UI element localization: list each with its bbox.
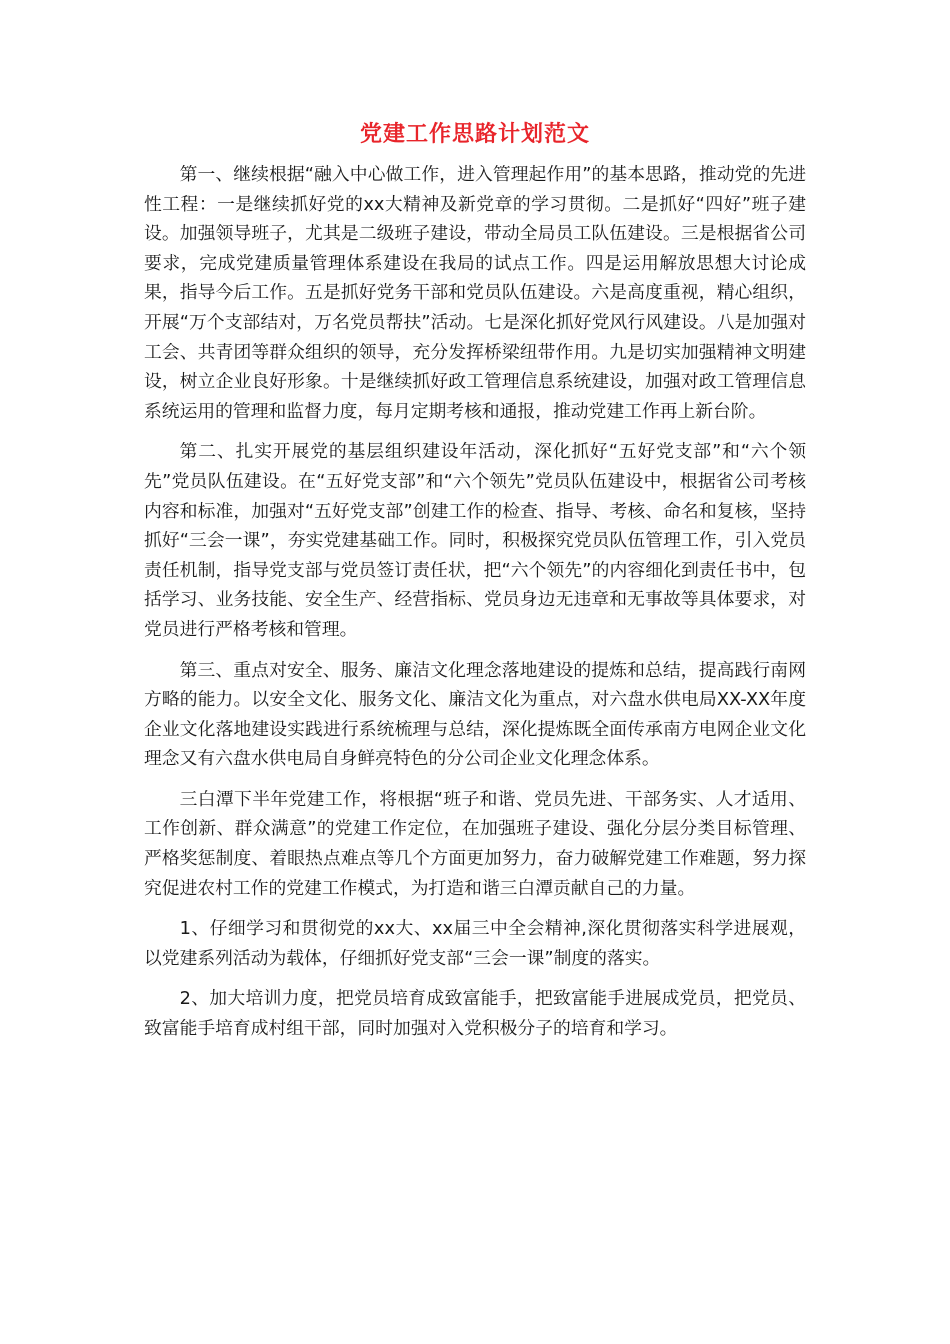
paragraph-1: 第一、继续根据“融入中心做工作，进入管理起作用”的基本思路，推动党的先进性工程：一是继续抓好党的xx大精神及新党章的学习贯彻。二是抓好“四好”班子建设。加强领导班子，尤其是二级班子建设，带动全局员工队伍建设。三是根据省公司要求，完成党建质量管理体系建设在我局的试点工作。四是运用解放思想大讨论成果，指导今后工作。五是抓好党务干部和党员队伍建设。六是高度重视，精心组织，开展“万个支部结对，万名党员帮扶”活动。七是深化抓好党风行风建设。八是加强对工会、共青团等群众组织的领导，充分发挥桥梁纽带作用。九是切实加强精神文明建设，树立企业良好形象。十是继续抓好政工管理信息系统建设，加强对政工管理信息系统运用的管理和监督力度，每月定期考核和通报，推动党建工作再上新台阶。 [144,164,806,422]
paragraph-3: 第三、重点对安全、服务、廉洁文化理念落地建设的提炼和总结，提高践行南网方略的能力。以安全文化、服务文化、廉洁文化为重点，对六盘水供电局XX-XX年度企业文化落地建设实践进行系统梳理与总结，深化提炼既全面传承南方电网企业文化理念又有六盘水供电局自身鲜亮特色的分公司企业文化理念体系。 [144,659,806,770]
paragraph-2: 第二、扎实开展党的基层组织建设年活动，深化抓好“五好党支部”和“六个领先”党员队伍建设。在“五好党支部”和“六个领先”党员队伍建设中，根据省公司考核内容和标准，加强对“五好党支部”创建工作的检查、指导、考核、命名和复核，坚持抓好“三会一课”，夯实党建基础工作。同时，积极探究党员队伍管理工作，引入党员责任机制，指导党支部与党员签订责任状，把“六个领先”的内容细化到责任书中，包括学习、业务技能、安全生产、经营指标、党员身边无违章和无事故等具体要求，对党员进行严格考核和管理。 [144,441,806,640]
paragraph-6: 2、加大培训力度，把党员培育成致富能手，把致富能手进展成党员，把党员、致富能手培育成村组干部，同时加强对入党积极分子的培育和学习。 [144,988,806,1040]
document-title: 党建工作思路计划范文 [359,122,590,147]
paragraph-5: 1、仔细学习和贯彻党的xx大、xx届三中全会精神,深化贯彻落实科学进展观，以党建系列活动为载体，仔细抓好党支部“三会一课”制度的落实。 [144,918,806,969]
paragraph-4: 三白潭下半年党建工作，将根据“班子和谐、党员先进、干部务实、人才适用、工作创新、群众满意”的党建工作定位，在加强班子建设、强化分层分类目标管理、严格奖惩制度、着眼热点难点等几个方面更加努力，奋力破解党建工作难题，努力探究促进农村工作的党建工作模式，为打造和谐三白潭贡献自己的力量。 [144,788,806,899]
